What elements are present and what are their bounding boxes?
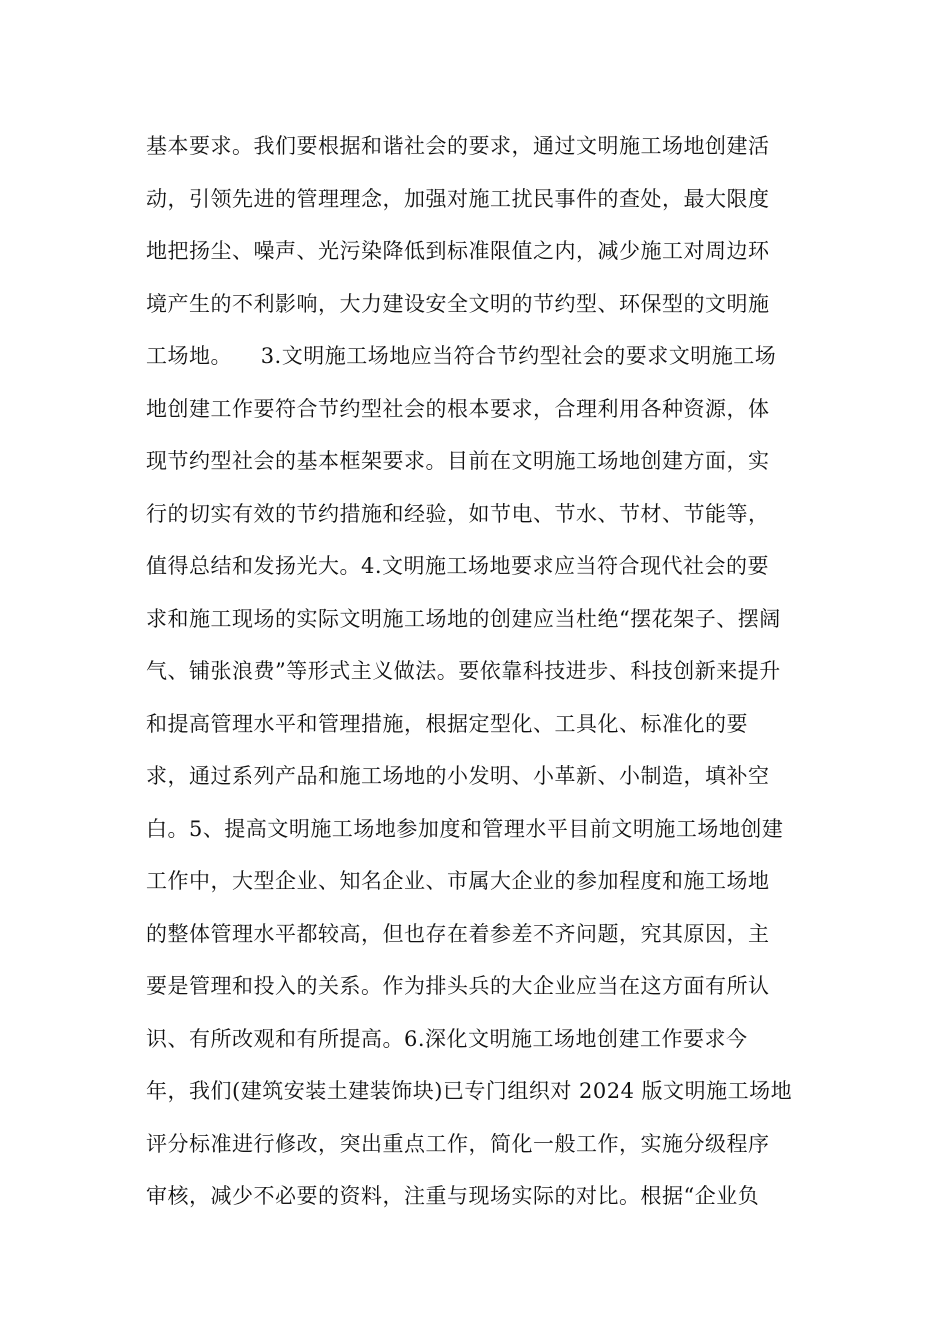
text-line: 要是管理和投入的关系。作为排头兵的大企业应当在这方面有所认 [146, 974, 770, 998]
text-line: 动，引领先进的管理理念，加强对施工扰民事件的查处，最大限度 [146, 186, 770, 211]
text-line: 评分标准进行修改，突出重点工作，简化一般工作，实施分级程序 [146, 1131, 770, 1156]
text-line: 现节约型社会的基本框架要求。目前在文明施工场地创建方面，实 [146, 449, 770, 473]
text-line: 工场地。 3.文明施工场地应当符合节约型社会的要求文明施工场 [146, 344, 777, 368]
body-text [146, 120, 816, 1223]
text-line: 白。5、提高文明施工场地参加度和管理水平目前文明施工场地创建 [146, 816, 784, 841]
text-line: 气、铺张浪费”等形式主义做法。要依靠科技进步、科技创新来提升 [146, 659, 781, 683]
text-line: 基本要求。我们要根据和谐社会的要求，通过文明施工场地创建活 [146, 134, 770, 158]
text-line: 和提高管理水平和管理措施，根据定型化、工具化、标准化的要 [146, 711, 748, 736]
text-line: 行的切实有效的节约措施和经验，如节电、节水、节材、节能等， [146, 501, 770, 526]
text-line: 年，我们(建筑安装土建装饰块)已专门组织对 2024 版文明施工场地 [146, 1079, 793, 1103]
text-line: 地创建工作要符合节约型社会的根本要求，合理利用各种资源，体 [146, 396, 770, 421]
text-line: 工作中，大型企业、知名企业、市属大企业的参加程度和施工场地 [146, 869, 770, 893]
text-line: 识、有所改观和有所提高。6.深化文明施工场地创建工作要求今 [146, 1026, 748, 1051]
text-line: 值得总结和发扬光大。4.文明施工场地要求应当符合现代社会的要 [146, 554, 770, 578]
text-line: 求和施工现场的实际文明施工场地的创建应当杜绝“摆花架子、摆阔 [146, 606, 781, 631]
text-line: 审核，减少不必要的资料，注重与现场实际的对比。根据“企业负 [146, 1184, 760, 1208]
text-line: 求，通过系列产品和施工场地的小发明、小革新、小制造，填补空 [146, 764, 770, 788]
text-line: 地把扬尘、噪声、光污染降低到标准限值之内，减少施工对周边环 [146, 239, 770, 263]
text-line: 的整体管理水平都较高，但也存在着参差不齐问题，究其原因，主 [146, 921, 770, 946]
text-line: 境产生的不利影响，大力建设安全文明的节约型、环保型的文明施 [146, 291, 770, 316]
